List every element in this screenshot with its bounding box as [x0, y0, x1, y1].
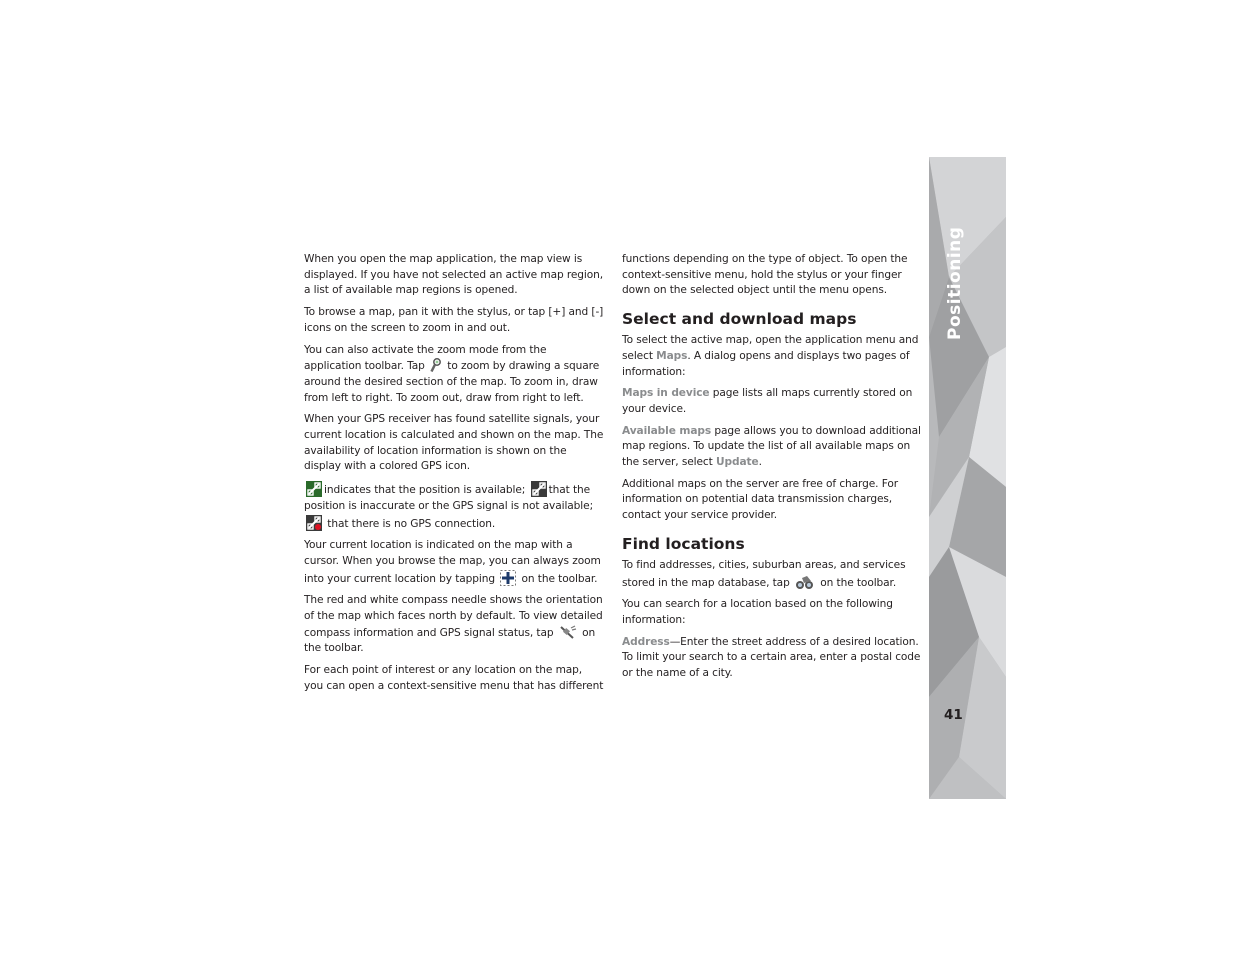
text-span: . — [758, 456, 762, 469]
faceted-background — [929, 157, 1006, 799]
menu-term: Address — [622, 635, 670, 648]
page-number: 41 — [944, 707, 963, 723]
gps-no-connection-icon — [306, 515, 322, 531]
text-span: on the toolbar. — [521, 572, 598, 585]
text-span: on the toolbar. — [820, 576, 897, 589]
text-span: To select the active map, open the application menu and select — [622, 334, 919, 362]
text-span: To find addresses, cities, suburban areas, and services stored in the map database, tap — [622, 558, 906, 589]
text-span: —Enter the street address of a desired location. To limit your search to a certain area, enter a postal code or the name of a city. — [622, 635, 921, 680]
paragraph: When your GPS receiver has found satellite signals, your current location is calculated and shown on the map. The availability of location information is shown on the display with a colored GPS icon. — [304, 413, 604, 473]
text-span: . A dialog opens and displays two pages of information: — [622, 349, 910, 378]
paragraph — [304, 343, 604, 407]
paragraph: For each point of interest or any location on the map, you can open a context-sensitive menu that has different — [304, 664, 604, 692]
menu-term: Update — [715, 456, 759, 469]
zoom-pen-icon — [430, 358, 442, 373]
menu-term: Maps in device — [622, 387, 710, 400]
paragraph: Additional maps on the server are free of charge. For information on potential data transmission charges, contact your service provider. — [622, 477, 898, 522]
paragraph — [304, 538, 604, 587]
paragraph: To browse a map, pan it with the stylus, or tap [+] and [-] icons on the screen to zoom in and out. — [304, 306, 604, 334]
paragraph: functions depending on the type of object. To open the context-sensitive menu, hold the stylus or your finger down on the selected object until the menu opens. — [622, 253, 908, 297]
right-column — [622, 252, 922, 688]
paragraph — [622, 558, 922, 591]
paragraph: You can search for a location based on the following information: — [622, 598, 893, 626]
section-tab — [929, 157, 1006, 799]
text-span: You can also activate the zoom mode from the application toolbar. Tap — [304, 343, 547, 373]
paragraph — [304, 593, 604, 657]
paragraph — [622, 386, 922, 417]
current-location-icon — [500, 570, 516, 586]
text-span: to zoom by drawing a square around the desired section of the map. To zoom in, draw from left to right. To zoom out, draw from right to left. — [304, 360, 600, 404]
binoculars-icon — [795, 574, 815, 590]
text-span: Your current location is indicated on the map with a cursor. When you browse the map, you can always zoom into your current location by tapping — [304, 539, 601, 585]
section-heading: Select and download maps — [622, 310, 857, 329]
menu-term: Available maps — [622, 424, 712, 437]
text-span: on the toolbar. — [304, 626, 596, 655]
satellite-compass-icon — [559, 625, 577, 640]
section-title: Positioning — [945, 226, 965, 340]
text-span: indicates that the position is available; — [324, 484, 526, 497]
paragraph — [622, 635, 922, 682]
gps-available-icon — [306, 481, 322, 497]
text-span: The red and white compass needle shows the orientation of the map which faces north by default. To view detailed compass information and GPS signal status, tap — [304, 594, 603, 639]
text-span: that the position is inaccurate or the GPS signal is not available; — [304, 484, 594, 512]
text-span: page lists all maps currently stored on your device. — [622, 387, 913, 415]
paragraph — [622, 333, 922, 380]
menu-term: Maps — [656, 349, 688, 362]
gps-inaccurate-icon — [531, 481, 547, 497]
text-span: page allows you to download additional map regions. To update the list of all available maps on the server, select — [622, 424, 921, 469]
paragraph — [622, 424, 922, 471]
left-column — [304, 252, 604, 701]
paragraph: When you open the map application, the map view is displayed. If you have not selected an active map region, a list of available map regions is opened. — [304, 253, 604, 297]
paragraph — [304, 481, 604, 532]
section-heading: Find locations — [622, 534, 745, 553]
text-span: that there is no GPS connection. — [327, 517, 496, 530]
